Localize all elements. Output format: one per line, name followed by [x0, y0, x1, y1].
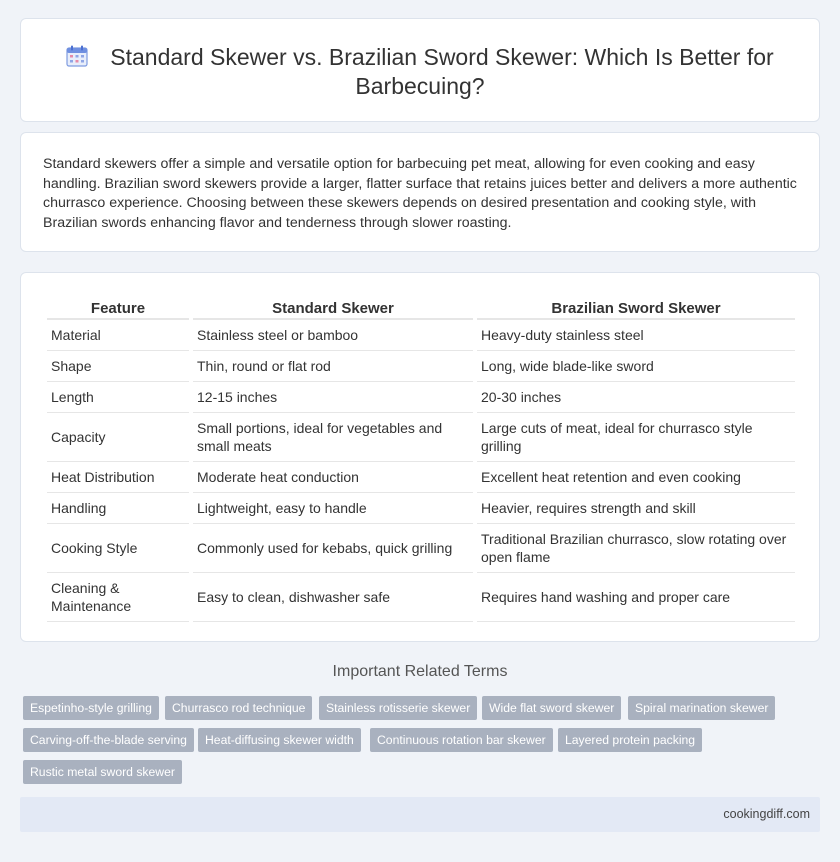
row-feature: Cleaning & Maintenance	[47, 573, 189, 622]
page-title	[21, 43, 819, 101]
table-header-row	[47, 296, 795, 320]
row-standard: Small portions, ideal for vegetables and small meats	[193, 413, 473, 462]
row-feature: Capacity	[47, 413, 189, 462]
related-term-tag[interactable]: Espetinho-style grilling	[23, 696, 159, 720]
intro-card	[20, 132, 820, 252]
related-term-tag[interactable]: Layered protein packing	[558, 728, 702, 752]
table-row	[47, 351, 795, 382]
related-term-tag[interactable]: Carving-off-the-blade serving	[23, 728, 194, 752]
table-row	[47, 413, 795, 462]
footer-site-link[interactable]: cookingdiff.com	[723, 807, 810, 821]
table-row	[47, 320, 795, 351]
table-row	[47, 462, 795, 493]
related-term-tag[interactable]: Wide flat sword skewer	[482, 696, 621, 720]
table-row	[47, 524, 795, 573]
header-standard-skewer: Standard Skewer	[193, 296, 473, 320]
row-standard: 12-15 inches	[193, 382, 473, 413]
related-term-tag[interactable]: Stainless rotisserie skewer	[319, 696, 477, 720]
row-standard: Commonly used for kebabs, quick grilling	[193, 524, 473, 573]
row-feature: Material	[47, 320, 189, 351]
row-brazilian: Traditional Brazilian churrasco, slow rotating over open flame	[477, 524, 795, 573]
page-title-text: Standard Skewer vs. Brazilian Sword Skewer: Which Is Better for Barbecuing?	[110, 44, 774, 99]
row-brazilian: 20-30 inches	[477, 382, 795, 413]
row-brazilian: Requires hand washing and proper care	[477, 573, 795, 622]
row-standard: Thin, round or flat rod	[193, 351, 473, 382]
row-brazilian: Large cuts of meat, ideal for churrasco style grilling	[477, 413, 795, 462]
title-card	[20, 18, 820, 122]
row-brazilian: Heavier, requires strength and skill	[477, 493, 795, 524]
table-row	[47, 573, 795, 622]
related-terms-title: Important Related Terms	[332, 663, 508, 680]
comparison-card	[20, 272, 820, 642]
row-feature: Cooking Style	[47, 524, 189, 573]
row-feature: Shape	[47, 351, 189, 382]
header-brazilian-sword-skewer: Brazilian Sword Skewer	[477, 296, 795, 320]
row-brazilian: Heavy-duty stainless steel	[477, 320, 795, 351]
related-term-tag[interactable]: Spiral marination skewer	[628, 696, 775, 720]
row-feature: Length	[47, 382, 189, 413]
row-brazilian: Long, wide blade-like sword	[477, 351, 795, 382]
row-brazilian: Excellent heat retention and even cooking	[477, 462, 795, 493]
footer	[20, 797, 820, 832]
row-standard: Easy to clean, dishwasher safe	[193, 573, 473, 622]
calendar-icon	[66, 45, 88, 67]
row-feature: Heat Distribution	[47, 462, 189, 493]
related-term-tag[interactable]: Rustic metal sword skewer	[23, 760, 182, 784]
related-term-tag[interactable]: Churrasco rod technique	[165, 696, 312, 720]
intro-paragraph: Standard skewers offer a simple and versatile option for barbecuing pet meat, allowing for even cooking and easy handling. Brazilian sword skewers provide a larger, flatter surface that retains juices better and delivers a more authentic churrasco experience. Choosing between these skewers depends on desired presentation and cooking style, with Brazilian swords enhancing flavor and tenderness through slower roasting.	[43, 156, 797, 231]
row-standard: Moderate heat conduction	[193, 462, 473, 493]
row-standard: Lightweight, easy to handle	[193, 493, 473, 524]
related-term-tag[interactable]: Heat-diffusing skewer width	[198, 728, 361, 752]
row-feature: Handling	[47, 493, 189, 524]
related-term-tag[interactable]: Continuous rotation bar skewer	[370, 728, 553, 752]
table-row	[47, 493, 795, 524]
row-standard: Stainless steel or bamboo	[193, 320, 473, 351]
table-row	[47, 382, 795, 413]
comparison-table	[43, 296, 799, 622]
header-feature: Feature	[47, 296, 189, 320]
